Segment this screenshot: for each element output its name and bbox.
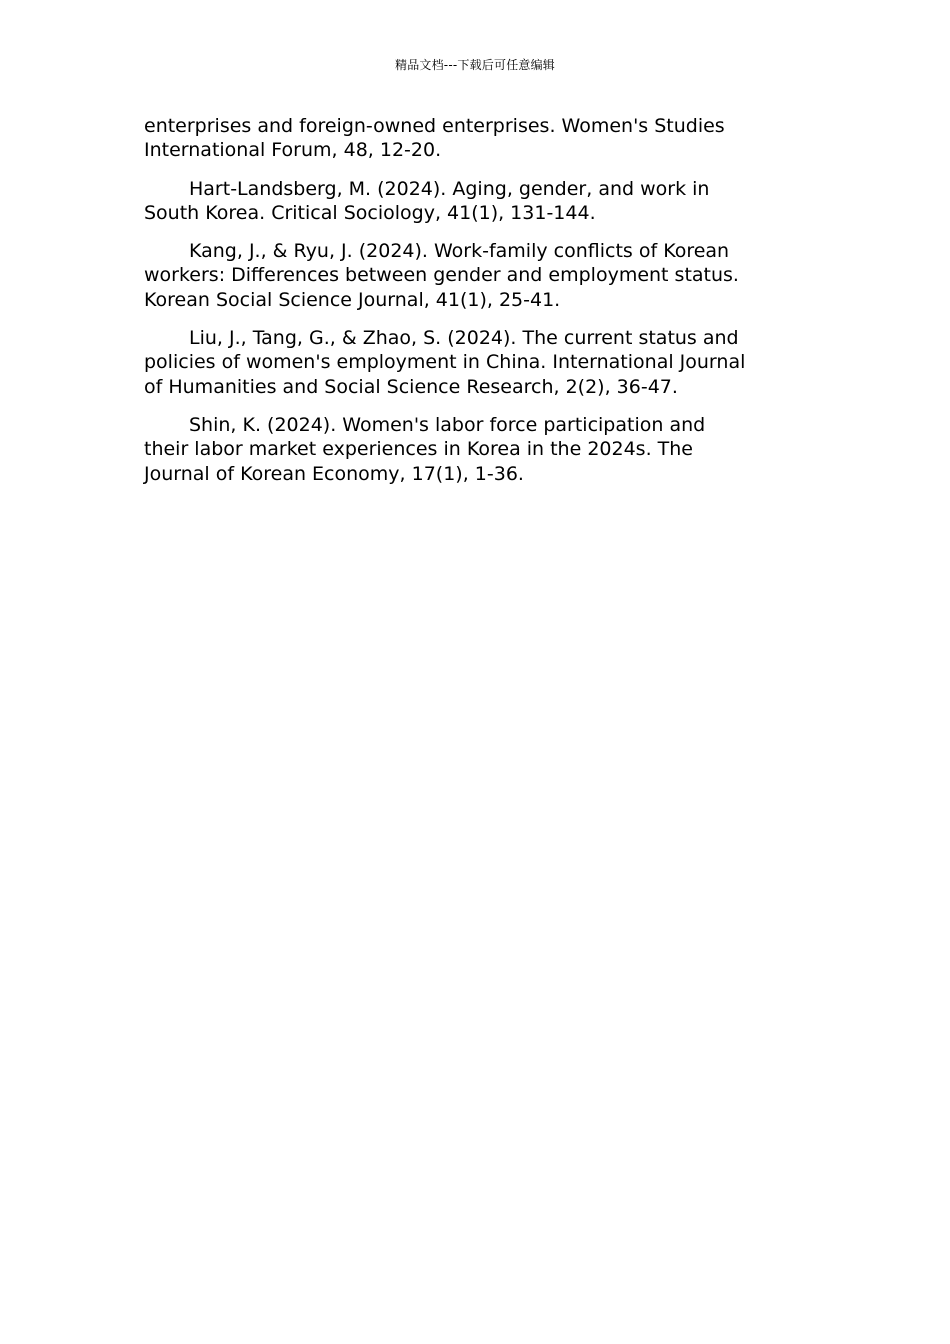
reference-item: Liu, J., Tang, G., & Zhao, S. (2024). The current status and policies of women's employment in China. International Journal of Humanities and Social Science Research, 2(2), 36-47.: [144, 327, 746, 398]
reference-item: Shin, K. (2024). Women's labor force participation and their labor market experiences in Korea in the 2024s. The Journal of Korean Economy, 17(1), 1-36.: [144, 413, 706, 485]
reference-list: [144, 114, 808, 500]
reference-item: Kang, J., & Ryu, J. (2024). Work-family conflicts of Korean workers: Differences between gender and employment status. Korean Social Science Journal, 41(1), 25-41.: [144, 240, 739, 311]
reference-item: Hart-Landsberg, M. (2024). Aging, gender, and work in South Korea. Critical Sociology, 41(1), 131-144.: [144, 177, 710, 224]
page-header: 精品文档---下载后可任意编辑: [395, 58, 555, 72]
reference-item: enterprises and foreign-owned enterprises. Women's Studies International Forum, 48, 12-20.: [144, 115, 725, 162]
